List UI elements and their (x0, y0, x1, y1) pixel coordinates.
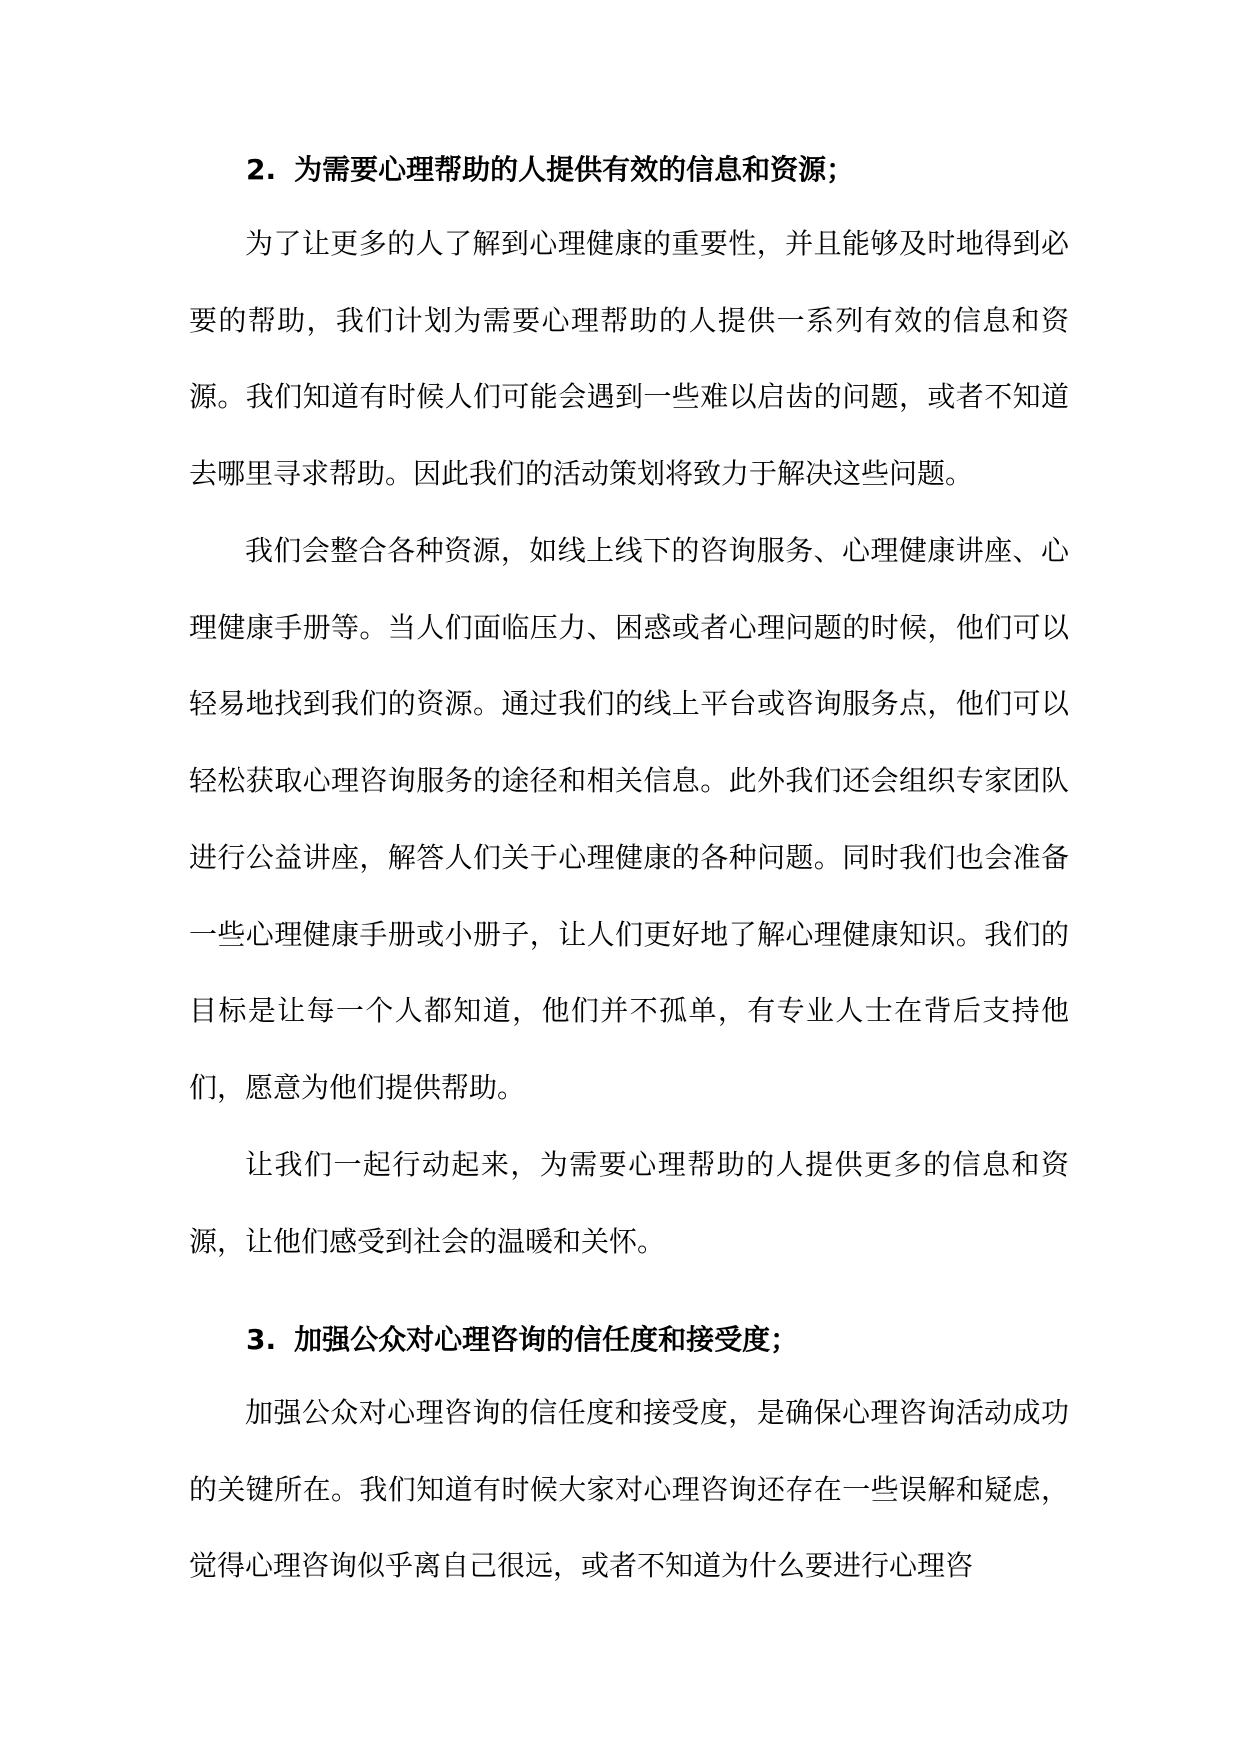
body-paragraph: 为了让更多的人了解到心理健康的重要性，并且能够及时地得到必要的帮助，我们计划为需要心理帮助的人提供一系列有效的信息和资源。我们知道有时候人们可能会遇到一些难以启齿的问题，或者不知道去哪里寻求帮助。因此我们的活动策划将致力于解决这些问题。 (189, 227, 1069, 491)
section-number: 2. (246, 153, 277, 186)
section-title: 加强公众对心理咨询的信任度和接受度； (294, 1323, 799, 1356)
section-number: 3. (246, 1323, 277, 1356)
section-heading (246, 150, 854, 190)
body-paragraph: 让我们一起行动起来，为需要心理帮助的人提供更多的信息和资源，让他们感受到社会的温暖和关怀。 (189, 1148, 1069, 1258)
section-heading (246, 1320, 798, 1360)
body-paragraph: 加强公众对心理咨询的信任度和接受度，是确保心理咨询活动成功的关键所在。我们知道有时候大家对心理咨询还存在一些误解和疑虑，觉得心理咨询似乎离自己很远，或者不知道为什么要进行心理咨 (189, 1396, 1069, 1583)
section-title: 为需要心理帮助的人提供有效的信息和资源； (294, 153, 855, 186)
body-paragraph: 我们会整合各种资源，如线上线下的咨询服务、心理健康讲座、心理健康手册等。当人们面临压力、困惑或者心理问题的时候，他们可以轻易地找到我们的资源。通过我们的线上平台或咨询服务点，他们可以轻松获取心理咨询服务的途径和相关信息。此外我们还会组织专家团队进行公益讲座，解答人们关于心理健康的各种问题。同时我们也会准备一些心理健康手册或小册子，让人们更好地了解心理健康知识。我们的目标是让每一个人都知道，他们并不孤单，有专业人士在背后支持他们，愿意为他们提供帮助。 (189, 534, 1069, 1104)
